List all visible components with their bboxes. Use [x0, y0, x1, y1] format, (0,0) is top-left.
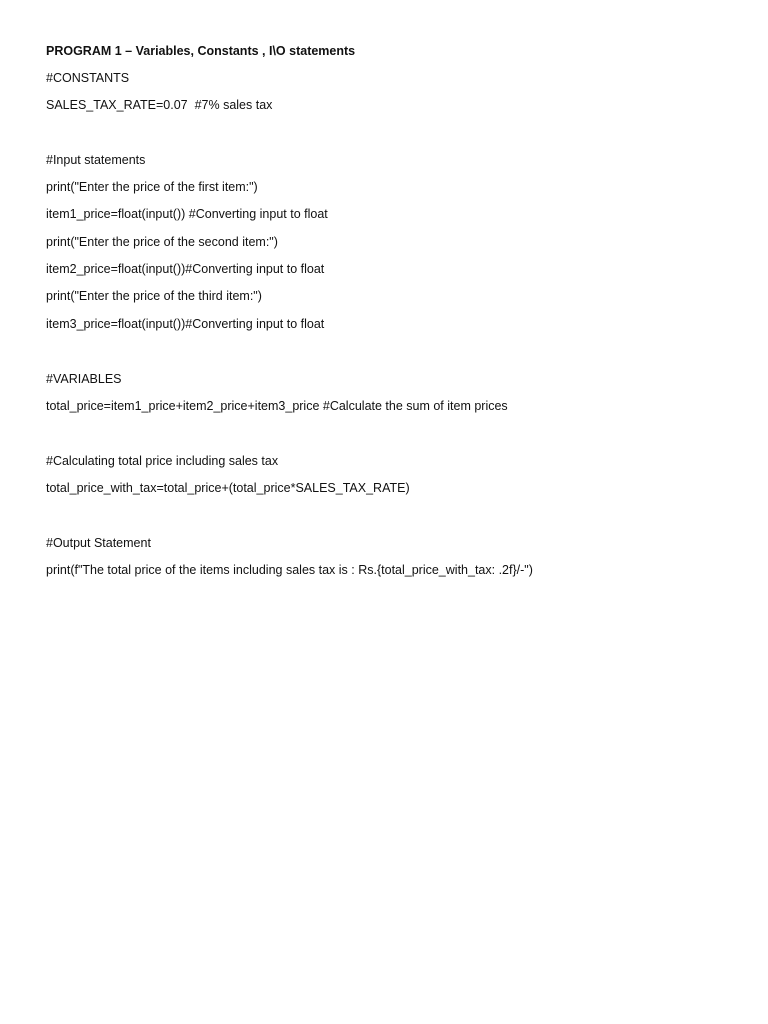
code-line: #Calculating total price including sales tax — [46, 454, 279, 468]
code-line: #Output Statement — [46, 536, 151, 550]
code-line: item3_price=float(input())#Converting input to float — [46, 317, 325, 331]
code-line: SALES_TAX_RATE=0.07 #7% sales tax — [46, 98, 273, 112]
code-line: total_price=item1_price+item2_price+item3_price #Calculate the sum of item prices — [46, 399, 508, 413]
code-line: print(f"The total price of the items including sales tax is : Rs.{total_price_with_tax: .2f}/-") — [46, 563, 533, 577]
code-line: #CONSTANTS — [46, 71, 130, 85]
code-line: #Input statements — [46, 153, 146, 167]
code-line: item2_price=float(input())#Converting input to float — [46, 262, 325, 276]
code-line: item1_price=float(input()) #Converting input to float — [46, 207, 328, 221]
code-line: total_price_with_tax=total_price+(total_price*SALES_TAX_RATE) — [46, 481, 410, 495]
code-line: #VARIABLES — [46, 372, 122, 386]
code-line: print("Enter the price of the second item:") — [46, 235, 278, 249]
code-line: print("Enter the price of the first item:") — [46, 180, 258, 194]
document-title: PROGRAM 1 – Variables, Constants , I\O statements — [46, 44, 356, 58]
code-line: print("Enter the price of the third item:") — [46, 289, 262, 303]
